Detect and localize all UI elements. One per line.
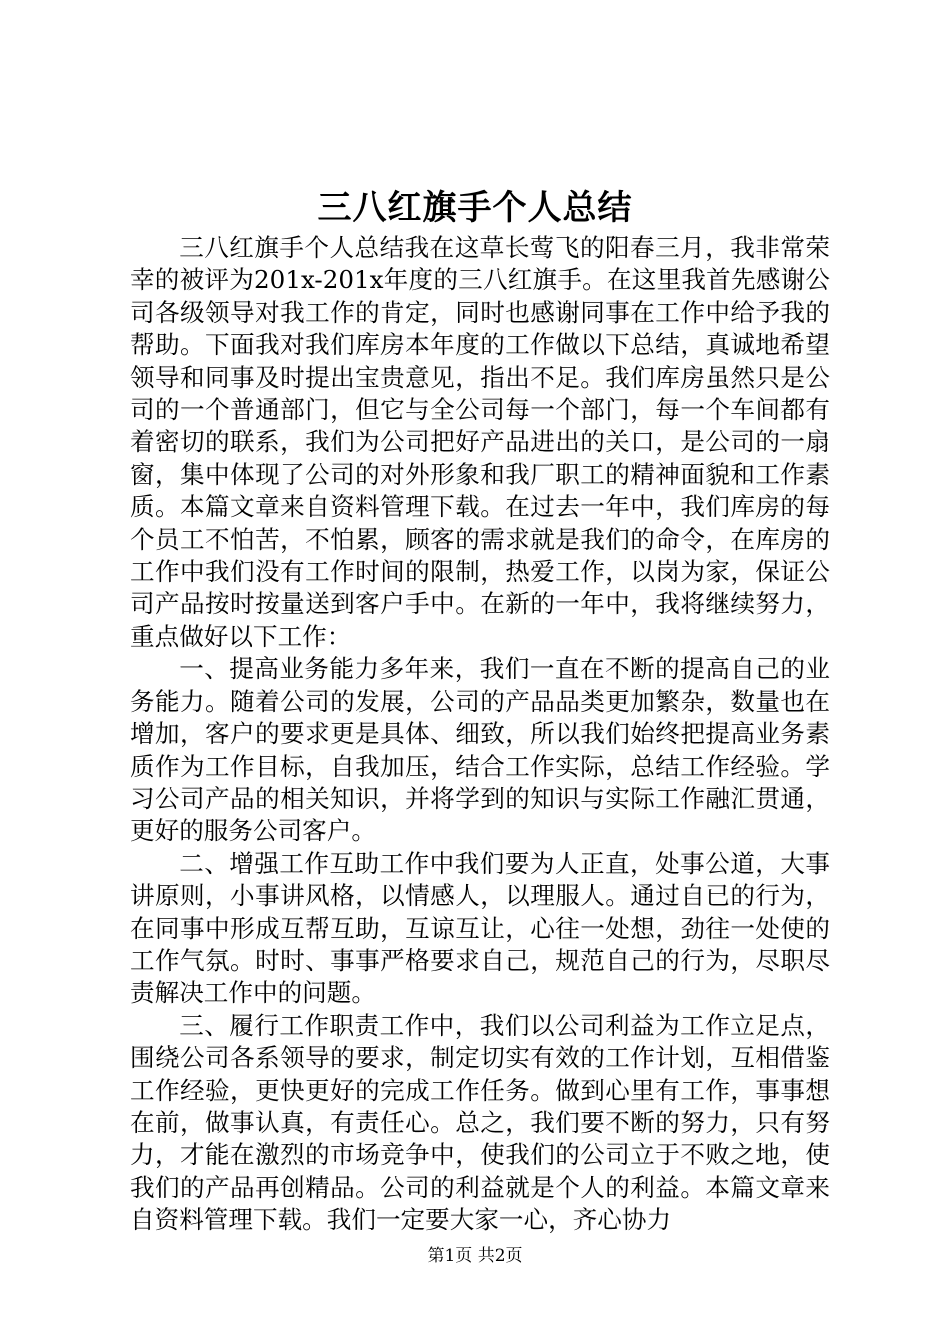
paragraph-section-3: 三、履行工作职责工作中，我们以公司利益为工作立足点，围绕公司各系领导的要求，制定切实有效的工作计划，互相借鉴工作经验，更快更好的完成工作任务。做到心里有工作，事事想在前，做事认真，有责任心。总之，我们要不断的努力，只有努力，才能在激烈的市场竞争中，使我们的公司立于不败之地，使我们的产品再创精品。公司的利益就是个人的利益。本篇文章来自资料管理下载。我们一定要大家一心，齐心协力 (130, 1010, 830, 1235)
document-body (130, 232, 830, 1237)
paragraph-section-1: 一、提高业务能力多年来，我们一直在不断的提高自己的业务能力。随着公司的发展，公司的产品品类更加繁杂，数量也在增加，客户的要求更是具体、细致，所以我们始终把提高业务素质作为工作目标，自我加压，结合工作实际，总结工作经验。学习公司产品的相关知识，并将学到的知识与实际工作融汇贯通，更好的服务公司客户。 (130, 654, 830, 846)
paragraph-section-2: 二、增强工作互助工作中我们要为人正直，处事公道，大事讲原则，小事讲风格，以情感人，以理服人。通过自已的行为，在同事中形成互帮互助，互谅互让，心往一处想，劲往一处使的工作气氛。时时、事事严格要求自己，规范自己的行为，尽职尽责解决工作中的问题。 (130, 848, 830, 1008)
document-title: 三八红旗手个人总结 (317, 188, 633, 228)
paragraph-intro: 三八红旗手个人总结我在这草长莺飞的阳春三月，我非常荣幸的被评为201x-201x年度的三八红旗手。在这里我首先感谢公司各级领导对我工作的肯定，同时也感谢同事在工作中给予我的帮助。下面我对我们库房本年度的工作做以下总结，真诚地希望领导和同事及时提出宝贵意见，指出不足。我们库房虽然只是公司的一个普通部门，但它与全公司每一个部门，每一个车间都有着密切的联系，我们为公司把好产品进出的关口，是公司的一扇窗，集中体现了公司的对外形象和我厂职工的精神面貌和工作素质。本篇文章来自资料管理下载。在过去一年中，我们库房的每个员工不怕苦，不怕累，顾客的需求就是我们的命令，在库房的工作中我们没有工作时间的限制，热爱工作，以岗为家，保证公司产品按时按量送到客户手中。在新的一年中，我将继续努力，重点做好以下工作： (130, 233, 830, 651)
page-footer: 第1页 共2页 (427, 1246, 523, 1266)
